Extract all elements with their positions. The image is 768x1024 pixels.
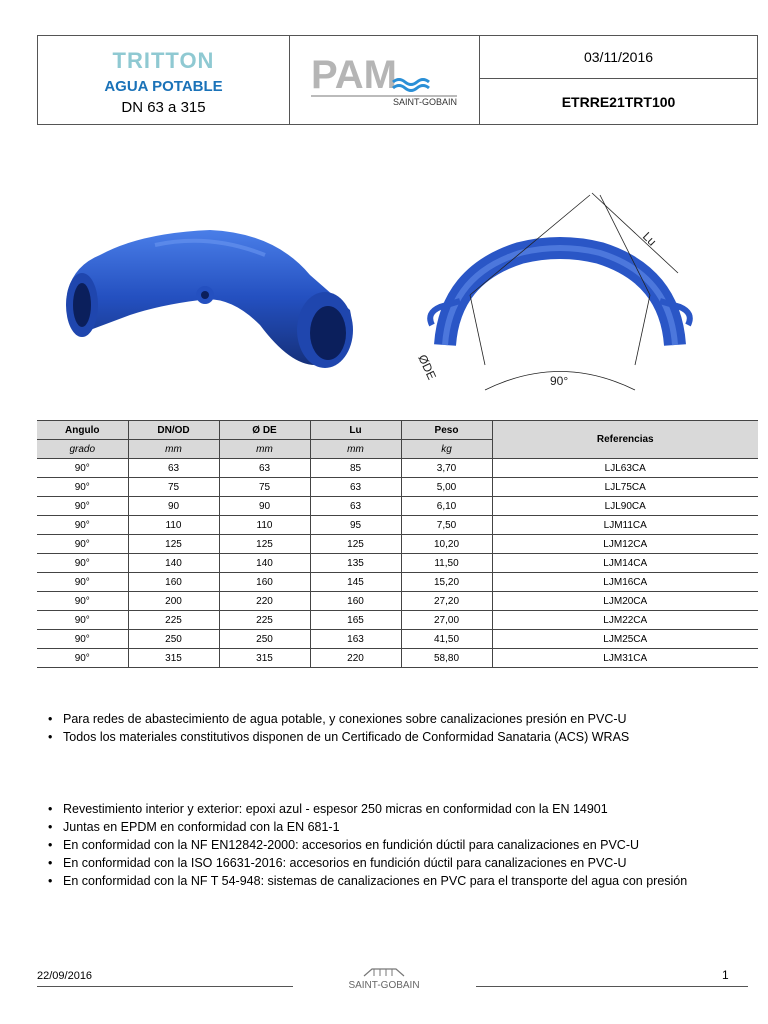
table-cell: 125	[128, 535, 219, 554]
usage-bullet-list	[46, 710, 629, 746]
table-cell: LJM14CA	[492, 554, 758, 573]
table-cell: 125	[219, 535, 310, 554]
document-header	[37, 35, 758, 125]
specification-table	[37, 420, 758, 668]
table-cell: LJM11CA	[492, 516, 758, 535]
table-cell: 90°	[37, 592, 128, 611]
table-cell: LJL63CA	[492, 459, 758, 478]
doc-reference: ETRRE21TRT100	[561, 93, 676, 110]
table-cell: 27,00	[401, 611, 492, 630]
bullet-item: • En conformidad con la ISO 16631-2016: accesorios en fundición dúctil para canalizaciones en PVC-U	[46, 854, 687, 872]
size-range: DN 63 a 315	[121, 99, 206, 116]
table-cell: 75	[219, 478, 310, 497]
product-subtitle: AGUA POTABLE	[104, 78, 223, 95]
table-cell: LJM12CA	[492, 535, 758, 554]
footer-logo-text: SAINT-GOBAIN	[348, 980, 420, 991]
unit-cell: grado	[37, 440, 128, 459]
table-cell: 135	[310, 554, 401, 573]
header-angulo: Angulo	[37, 421, 128, 440]
table-cell: 90°	[37, 459, 128, 478]
table-row	[37, 592, 758, 611]
table-cell: 90°	[37, 630, 128, 649]
unit-cell: mm	[128, 440, 219, 459]
footer-date: 22/09/2016	[37, 970, 93, 982]
table-cell: 250	[128, 630, 219, 649]
bullet-item: • Todos los materiales constitutivos disponen de un Certificado de Conformidad Sanataria (ACS) WRAS	[46, 728, 629, 746]
table-cell: 225	[128, 611, 219, 630]
table-cell: LJL90CA	[492, 497, 758, 516]
bullet-item: • Juntas en EPDM en conformidad con la EN 681-1	[46, 818, 687, 836]
table-cell: 140	[128, 554, 219, 573]
table-cell: 90°	[37, 516, 128, 535]
standards-bullet-list	[46, 800, 687, 890]
header-dn-od: DN/OD	[128, 421, 219, 440]
table-cell: 160	[219, 573, 310, 592]
table-cell: LJM16CA	[492, 573, 758, 592]
header-de: Ø DE	[219, 421, 310, 440]
bullet-item: • En conformidad con la NF T 54-948: sistemas de canalizaciones en PVC para el transporte del agua con presión	[46, 872, 687, 890]
table-cell: 5,00	[401, 478, 492, 497]
header-peso: Peso	[401, 421, 492, 440]
table-cell: 11,50	[401, 554, 492, 573]
table-cell: 15,20	[401, 573, 492, 592]
unit-cell: mm	[219, 440, 310, 459]
table-cell: 75	[128, 478, 219, 497]
table-cell: 63	[310, 478, 401, 497]
table-cell: 160	[128, 573, 219, 592]
table-cell: 90	[128, 497, 219, 516]
brand-name: TRITTON	[112, 48, 215, 73]
elbow-technical-drawing	[410, 185, 710, 405]
table-row	[37, 630, 758, 649]
unit-cell: mm	[310, 440, 401, 459]
table-cell: LJM20CA	[492, 592, 758, 611]
table-cell: 163	[310, 630, 401, 649]
table-row	[37, 573, 758, 592]
table-cell: 220	[219, 592, 310, 611]
table-cell: 90°	[37, 554, 128, 573]
table-row	[37, 459, 758, 478]
table-cell: 250	[219, 630, 310, 649]
table-row	[37, 497, 758, 516]
table-cell: 90°	[37, 573, 128, 592]
table-cell: 63	[128, 459, 219, 478]
table-cell: 90°	[37, 478, 128, 497]
elbow-product-photo	[60, 215, 360, 375]
pam-logo-subtext: SAINT-GOBAIN	[392, 97, 457, 107]
table-cell: 110	[128, 516, 219, 535]
table-cell: 41,50	[401, 630, 492, 649]
table-cell: 58,80	[401, 649, 492, 668]
table-cell: 140	[219, 554, 310, 573]
footer-divider-left	[37, 986, 293, 987]
table-header-row	[37, 421, 758, 440]
table-row	[37, 478, 758, 497]
table-row	[37, 554, 758, 573]
table-cell: 63	[310, 497, 401, 516]
table-cell: 63	[219, 459, 310, 478]
table-cell: LJM22CA	[492, 611, 758, 630]
table-cell: LJM25CA	[492, 630, 758, 649]
pam-logo-text: PAM	[310, 53, 397, 97]
table-cell: 315	[128, 649, 219, 668]
de-dimension-label: ØDE	[415, 352, 439, 382]
unit-cell: kg	[401, 440, 492, 459]
angle-label: 90°	[550, 374, 569, 388]
table-cell: LJL75CA	[492, 478, 758, 497]
table-cell: 90°	[37, 497, 128, 516]
table-cell: 27,20	[401, 592, 492, 611]
table-row	[37, 611, 758, 630]
table-cell: 145	[310, 573, 401, 592]
doc-date: 03/11/2016	[480, 36, 757, 79]
table-cell: 225	[219, 611, 310, 630]
table-cell: 7,50	[401, 516, 492, 535]
bullet-item: • Revestimiento interior y exterior: epoxi azul - espesor 250 micras en conformidad con la EN 14901	[46, 800, 687, 818]
table-cell: 110	[219, 516, 310, 535]
doc-meta	[480, 36, 757, 124]
table-cell: 125	[310, 535, 401, 554]
table-row	[37, 649, 758, 668]
bullet-item: • En conformidad con la NF EN12842-2000: accesorios en fundición dúctil para canalizaciones en PVC-U	[46, 836, 687, 854]
page-number: 1	[722, 968, 729, 982]
pam-logo-mark	[307, 52, 463, 108]
table-cell: 90°	[37, 649, 128, 668]
header-referencias: Referencias	[492, 421, 758, 459]
table-cell: 95	[310, 516, 401, 535]
table-cell: 90	[219, 497, 310, 516]
pam-logo	[290, 36, 480, 124]
saint-gobain-footer-logo	[334, 966, 434, 992]
footer-divider-right	[476, 986, 748, 987]
table-cell: LJM31CA	[492, 649, 758, 668]
table-cell: 220	[310, 649, 401, 668]
table-cell: 10,20	[401, 535, 492, 554]
table-cell: 3,70	[401, 459, 492, 478]
lu-dimension-label: Lu	[639, 229, 660, 249]
bullet-item: • Para redes de abastecimiento de agua potable, y conexiones sobre canalizaciones presión en PVC-U	[46, 710, 629, 728]
table-cell: 90°	[37, 611, 128, 630]
table-cell: 200	[128, 592, 219, 611]
table-cell: 160	[310, 592, 401, 611]
table-cell: 165	[310, 611, 401, 630]
table-cell: 90°	[37, 535, 128, 554]
table-row	[37, 535, 758, 554]
product-title-block	[38, 36, 290, 124]
table-cell: 85	[310, 459, 401, 478]
table-cell: 315	[219, 649, 310, 668]
header-lu: Lu	[310, 421, 401, 440]
table-row	[37, 516, 758, 535]
table-cell: 6,10	[401, 497, 492, 516]
